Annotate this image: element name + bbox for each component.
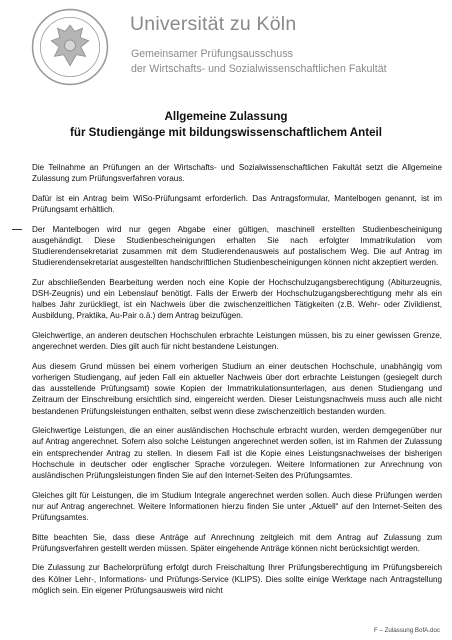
paragraph: Die Teilnahme an Prüfungen an der Wirtschafts- und Sozialwissenschaftlichen Fakultät setzt die Allgemeine Zulassung zum Prüfungsverfahren voraus. — [32, 163, 442, 184]
document-body — [32, 162, 442, 604]
document-title-line-1: Allgemeine Zulassung — [164, 110, 288, 123]
paragraph: Zur abschließenden Bearbeitung werden noch eine Kopie der Hochschulzugangsberechtigung (Abiturzeugnis, DSH-Zeugnis) und ein Lebenslauf benötigt. Falls der Erwerb der Hochschulzugangsberechtigung mehr als ein halbes Jahr zurückliegt, ist ein Nachweis über die zwischenzeitlichen Tätigkeiten (z.B. Wehr- oder Zivildienst, Ausbildung, Praktika, Au-Pair o.ä.) dem Antrag beizufügen. — [32, 277, 442, 321]
committee-line-1: Gemeinsamer Prüfungsausschuss — [131, 48, 293, 60]
paragraph: Gleiches gilt für Leistungen, die im Studium Integrale angerechnet werden sollen. Auch diese Prüfungen werden nur auf Antrag angerechnet. Weitere Informationen hierzu finden Sie unter „Aktuell“ auf den Internet-Seiten des Prüfungsamtes. — [32, 490, 442, 523]
committee-line-2: der Wirtschafts- und Sozialwissenschaftlichen Fakultät — [131, 63, 387, 75]
paragraph: Gleichwertige, an anderen deutschen Hochschulen erbrachte Leistungen müssen, bis zu einer gewissen Grenze, angerechnet werden. Dies gilt auch für nicht bestandene Leistungen. — [32, 331, 442, 352]
paragraph: Dafür ist ein Antrag beim WiSo-Prüfungsamt erforderlich. Das Antragsformular, Mantelbogen genannt, ist im Prüfungsamt erhältlich. — [32, 193, 442, 214]
paragraph: Gleichwertige Leistungen, die an einer ausländischen Hochschule erbracht wurden, werden demgegenüber nur auf Antrag angerechnet. Sofern also solche Leistungen angerechnet werden sollen, ist im Rahmen der Zulassung ein entsprechender Antrag zu stellen. In diesem Fall ist die Kopie eines Leistungsnachweises der bisherigen Hochschule in deutscher oder englischer Sprache vorzulegen. Weitere Informationen zur Anrechnung von ausländischen Prüfungsleistungen finden Sie auf den Internet-Seiten des Prüfungsamtes. — [32, 426, 442, 481]
university-name: Universität zu Köln — [130, 13, 297, 35]
university-seal-icon — [31, 8, 109, 86]
paragraph: Der Mantelbogen wird nur gegen Abgabe einer gültigen, maschinell erstellten Studienbescheinigung ausgehändigt. Diese Studienbescheinigungen erhalten Sie nach erfolgter Immatrikulation vom Studierendensekretariat zusammen mit dem Studierendenausweis auf postalischem Weg. Die auf Antrag im Studierendensekretariat ausgestellten handschriftlichen Studienbescheinigungen können nicht akzeptiert werden. — [32, 224, 442, 268]
fold-mark — [12, 229, 22, 230]
paragraph: Die Zulassung zur Bachelorprüfung erfolgt durch Freischaltung Ihrer Prüfungsberechtigung im Prüfungsbereich des Kölner Lehr-, Informations- und Prüfungs-Service (KLIPS). Dies sollte einige Werktage nach Antragstellung möglich sein. Ein eigener Prüfungsausweis wird nicht — [32, 563, 442, 595]
footer-filename: F – Zulassung BofA.doc — [373, 627, 440, 634]
paragraph: Bitte beachten Sie, dass diese Anträge auf Anrechnung zeitgleich mit dem Antrag auf Zulassung zum Prüfungsverfahren gestellt werden müssen. Später eingehende Anträge können nicht berücksichtigt werden. — [32, 532, 442, 553]
document-title-line-2: für Studiengänge mit bildungswissenschaftlichem Anteil — [70, 126, 382, 139]
paragraph: Aus diesem Grund müssen bei einem vorherigen Studium an einer deutschen Hochschule, unabhängig vom vorherigen Studiengang, auf jeden Fall ein aktueller Nachweis über dort erbrachte Leistungen (gesiegelt durch das ausstellende Prüfungsamt) sowie Kopien der Immatrikulationsunterlagen, aus denen Studiengang und Zeitraum der Einschreibung ersichtlich sind, eingereicht werden. Dieser Leistungsnachweis muss auch alle nicht bestandenen Prüfungsleistungen enthalten, selbst wenn diese zwischenzeitlich bestanden wurden. — [32, 361, 442, 416]
